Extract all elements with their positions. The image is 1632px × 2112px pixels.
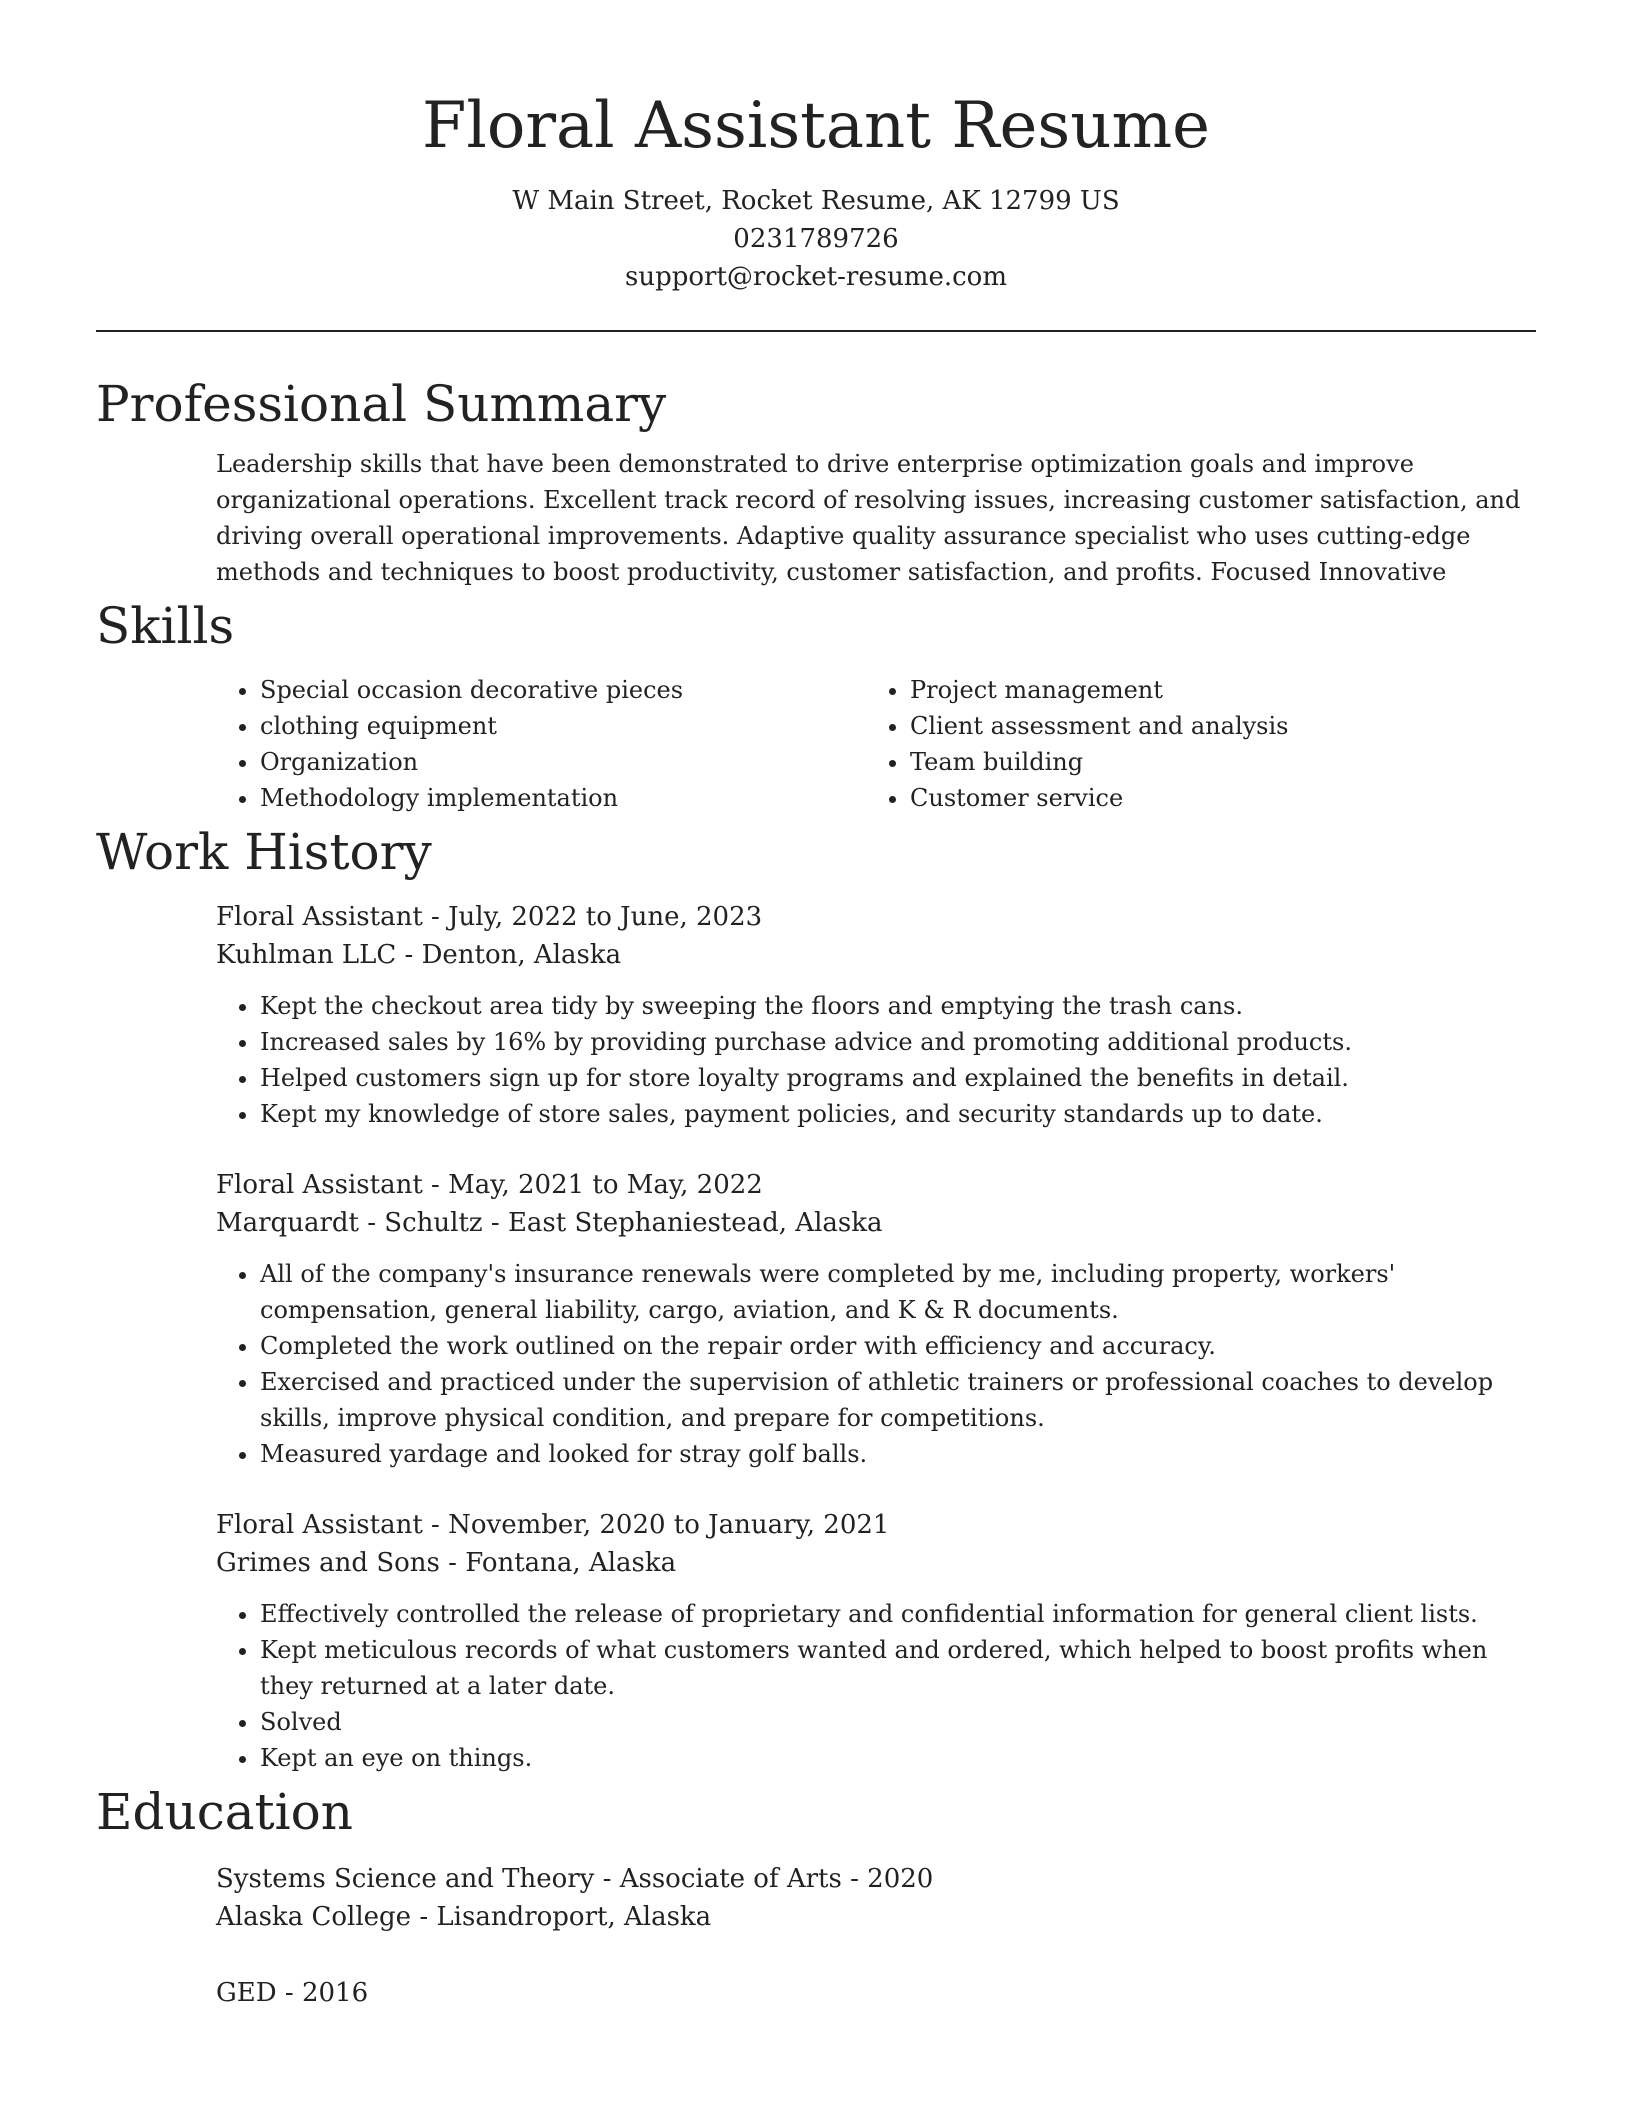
education-school-line: Alaska College - Lisandroport, Alaska: [216, 1902, 712, 1932]
skills-list: [216, 672, 1536, 816]
education-entry: [216, 1974, 1536, 2012]
education-field: GED: [216, 1978, 277, 2008]
skills-heading: Skills: [96, 597, 235, 655]
job-bullet: • Helped customers sign up for store loyalty programs and explained the benefits in detail.: [260, 1060, 1536, 1096]
contact-address: W Main Street, Rocket Resume, AK 12799 US: [512, 186, 1120, 216]
work-history-heading: Work History: [96, 823, 432, 881]
education-degree-line: Systems Science and Theory - Associate of Arts - 2020: [216, 1864, 934, 1894]
education-entry: [216, 1860, 1536, 1936]
education-year: 2020: [867, 1864, 934, 1894]
skills-column-right: [866, 672, 1289, 816]
job-company: Grimes and Sons: [216, 1548, 440, 1578]
contact-email: support@rocket-resume.com: [624, 262, 1007, 292]
job-title-line: Floral Assistant - July, 2022 to June, 2023: [216, 902, 763, 932]
education-field: Systems Science and Theory: [216, 1864, 595, 1894]
education-year: 2016: [301, 1978, 369, 2008]
skill-item: • clothing equipment: [260, 708, 866, 744]
job-bullets: [216, 1596, 1536, 1776]
job-title-line: Floral Assistant - November, 2020 to January, 2021: [216, 1510, 890, 1540]
job-bullet: • Measured yardage and looked for stray golf balls.: [260, 1436, 1536, 1472]
job-dates: July, 2022 to June, 2023: [448, 902, 763, 932]
job-bullet: • Kept my knowledge of store sales, payment policies, and security standards up to date.: [260, 1096, 1536, 1132]
skill-item: • Special occasion decorative pieces: [260, 672, 866, 708]
job-location: East Stephaniestead, Alaska: [507, 1208, 883, 1238]
job-title: Floral Assistant: [216, 1170, 423, 1200]
job-bullet: • Exercised and practiced under the supervision of athletic trainers or professional coaches to develop skills, improve physical condition, and prepare for competitions.: [260, 1364, 1536, 1436]
job-bullet: • Completed the work outlined on the repair order with efficiency and accuracy.: [260, 1328, 1536, 1364]
job-bullet: • Kept the checkout area tidy by sweeping the floors and emptying the trash cans.: [260, 988, 1536, 1024]
job-dates: May, 2021 to May, 2022: [448, 1170, 763, 1200]
job-title: Floral Assistant: [216, 1510, 423, 1540]
skill-item: • Customer service: [910, 780, 1289, 816]
job-bullet: • Increased sales by 16% by providing purchase advice and promoting additional products.: [260, 1024, 1536, 1060]
job-bullet: • Kept meticulous records of what customers wanted and ordered, which helped to boost profits when they returned at a later date.: [260, 1632, 1536, 1704]
education-school: Alaska College: [216, 1902, 412, 1932]
job-entry: [216, 1166, 1536, 1472]
job-title: Floral Assistant: [216, 902, 423, 932]
job-location: Fontana, Alaska: [465, 1548, 677, 1578]
job-location: Denton, Alaska: [421, 940, 622, 970]
job-title-line: Floral Assistant - May, 2021 to May, 2022: [216, 1170, 763, 1200]
job-company: Marquardt - Schultz: [216, 1208, 483, 1238]
skill-item: • Organization: [260, 744, 866, 780]
job-entry: [216, 898, 1536, 1132]
education-degree-line: GED - 2016: [216, 1978, 369, 2008]
job-company: Kuhlman LLC: [216, 940, 397, 970]
job-bullets: [216, 988, 1536, 1132]
contact-phone: 0231789726: [733, 224, 899, 254]
skills-column-left: [216, 672, 866, 816]
skill-item: • Project management: [910, 672, 1289, 708]
header-divider: [96, 330, 1536, 332]
job-bullet: • Kept an eye on things.: [260, 1740, 1536, 1776]
summary-text: Leadership skills that have been demonstrated to drive enterprise optimization goals and improve organizational operations. Excellent track record of resolving issues, increasing customer satisfaction, and driving overall operational improvements. Adaptive quality assurance specialist who uses cutting-edge methods and techniques to boost productivity, customer satisfaction, and profits. Focused Innovative: [216, 450, 1521, 586]
job-dates: November, 2020 to January, 2021: [448, 1510, 890, 1540]
education-degree: Associate of Arts: [619, 1864, 842, 1894]
job-bullets: [216, 1256, 1536, 1472]
job-company-line: Kuhlman LLC - Denton, Alaska: [216, 940, 622, 970]
job-bullet: • Solved: [260, 1704, 1536, 1740]
contact-info: [96, 182, 1536, 296]
skill-item: • Team building: [910, 744, 1289, 780]
education-location: Lisandroport, Alaska: [436, 1902, 712, 1932]
job-company-line: Marquardt - Schultz - East Stephaniestead, Alaska: [216, 1208, 883, 1238]
job-bullet: • All of the company's insurance renewals were completed by me, including property, workers' compensation, general liability, cargo, aviation, and K & R documents.: [260, 1256, 1536, 1328]
job-bullet: • Effectively controlled the release of proprietary and confidential information for general client lists.: [260, 1596, 1536, 1632]
job-company-line: Grimes and Sons - Fontana, Alaska: [216, 1548, 677, 1578]
summary-heading: Professional Summary: [96, 375, 667, 433]
skill-item: • Client assessment and analysis: [910, 708, 1289, 744]
resume-title: Floral Assistant Resume: [421, 89, 1211, 163]
job-entry: [216, 1506, 1536, 1776]
skill-item: • Methodology implementation: [260, 780, 866, 816]
education-heading: Education: [96, 1783, 353, 1841]
